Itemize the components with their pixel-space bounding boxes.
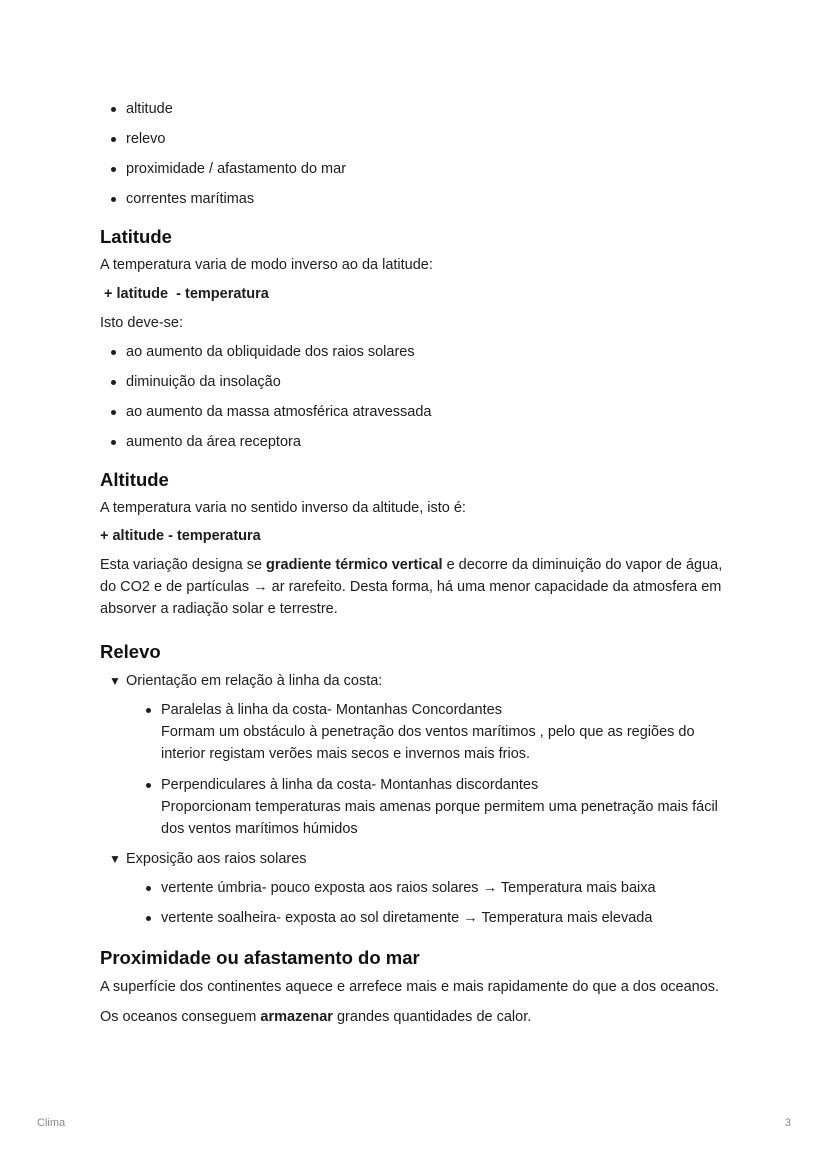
list-item: ao aumento da massa atmosférica atravessada (100, 401, 740, 423)
heading-altitude: Altitude (100, 469, 169, 490)
toggle-exposicao[interactable] (100, 848, 740, 929)
mar-paragraph-2 (100, 1006, 740, 1028)
heading-relevo: Relevo (100, 641, 161, 662)
toggle-orientacao[interactable] (100, 670, 740, 840)
item-detail: Proporcionam temperaturas mais amenas porque permitem uma penetração mais fácil dos ventos marítimos húmidos (161, 799, 718, 837)
list-item: vertente soalheira- exposta ao sol diretamente → Temperatura mais elevada (135, 907, 740, 929)
list-item: correntes marítimas (100, 188, 740, 210)
altitude-intro: A temperatura varia no sentido inverso da altitude, isto é: (100, 500, 466, 516)
bold-term: armazenar (260, 1009, 333, 1025)
list-item: ao aumento da obliquidade dos raios solares (100, 341, 740, 363)
text-run: Esta variação designa se (100, 557, 267, 573)
footer-title: Clima (37, 1117, 66, 1129)
document-body (100, 98, 740, 1028)
latitude-intro: A temperatura varia de modo inverso ao da latitude: (100, 257, 433, 273)
text-run: grandes quantidades de calor. (332, 1009, 532, 1025)
page-number: 3 (784, 1117, 791, 1129)
list-item (135, 699, 740, 765)
exposicao-list (109, 877, 740, 929)
list-item: diminuição da insolação (100, 371, 740, 393)
latitude-cause-intro: Isto deve-se: (100, 315, 184, 331)
text-run: e decorre da diminuição do vapor de água, do CO2 e de partículas → ar rarefeito. Desta forma, há uma menor capacidade da atmosfera em absorver a radiação solar e terrestre. (100, 557, 723, 617)
heading-mar: Proximidade ou afastamento do mar (100, 947, 420, 968)
latitude-causes-list (100, 341, 740, 453)
toggle-label: Exposição aos raios solares (126, 851, 307, 867)
bold-term: gradiente térmico vertical (266, 557, 443, 573)
factors-list (100, 98, 740, 210)
altitude-rule: + altitude - temperatura (100, 528, 261, 544)
toggle-triangle-icon[interactable]: ▼ (109, 852, 121, 866)
list-item: relevo (100, 128, 740, 150)
item-title: Perpendiculares à linha da costa- Montanhas discordantes (161, 777, 539, 793)
heading-latitude: Latitude (100, 226, 172, 247)
toggle-triangle-icon[interactable]: ▼ (109, 674, 121, 688)
list-item: proximidade / afastamento do mar (100, 158, 740, 180)
orientacao-list (109, 699, 740, 840)
item-title: Paralelas à linha da costa- Montanhas Concordantes (161, 702, 502, 718)
latitude-rule: + latitude - temperatura (100, 286, 269, 302)
toggle-label: Orientação em relação à linha da costa: (126, 673, 383, 689)
list-item: aumento da área receptora (100, 431, 740, 453)
list-item (135, 774, 740, 840)
list-item: altitude (100, 98, 740, 120)
item-detail: Formam um obstáculo à penetração dos ventos marítimos , pelo que as regiões do interior registam verões mais secos e invernos mais frios. (161, 724, 695, 762)
altitude-paragraph (100, 554, 740, 620)
mar-paragraph-1: A superfície dos continentes aquece e arrefece mais e mais rapidamente do que a dos oceanos. (100, 979, 720, 995)
text-run: Os oceanos conseguem (100, 1009, 261, 1025)
list-item: vertente úmbria- pouco exposta aos raios solares → Temperatura mais baixa (135, 877, 740, 899)
